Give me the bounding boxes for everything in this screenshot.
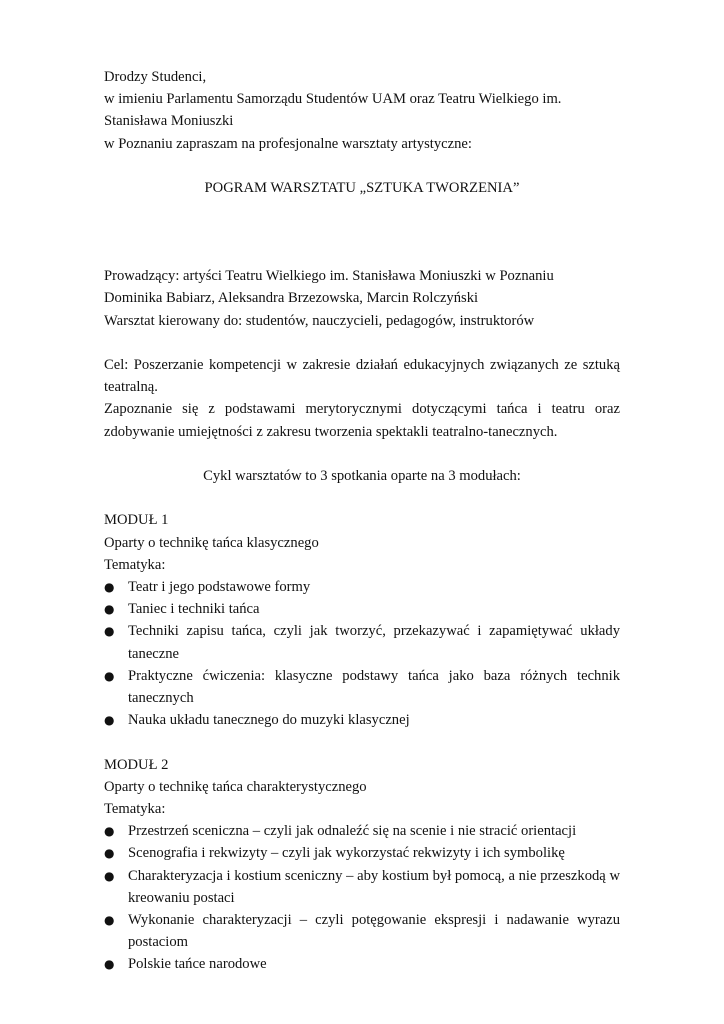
list-item-text: Wykonanie charakteryzacji – czyli potęgowanie ekspresji i nadawanie wyrazu postaciom xyxy=(128,912,620,951)
list-item xyxy=(104,865,620,909)
list-item xyxy=(104,665,620,709)
bullet-icon: ● xyxy=(104,713,115,728)
module-topics-label: Tematyka: xyxy=(104,556,166,573)
list-item xyxy=(104,576,620,598)
goal-paragraph: Cel: Poszerzanie kompetencji w zakresie działań edukacyjnych związanych ze sztuką teatralną. xyxy=(104,357,620,396)
greeting-line: w Poznaniu zapraszam na profesjonalne warsztaty artystyczne: xyxy=(104,135,472,152)
leader-names: Dominika Babiarz, Aleksandra Brzezowska, Marcin Rolczyński xyxy=(104,290,479,307)
list-item-text: Charakteryzacja i kostium sceniczny – aby kostium był pomocą, a nie przeszkodą w kreowaniu postaci xyxy=(128,867,620,906)
list-item xyxy=(104,820,620,842)
bullet-icon: ● xyxy=(104,913,115,928)
bullet-icon: ● xyxy=(104,602,115,617)
bullet-icon: ● xyxy=(104,868,115,883)
list-item xyxy=(104,598,620,620)
audience-line: Warsztat kierowany do: studentów, nauczycieli, pedagogów, instruktorów xyxy=(104,312,535,329)
bullet-icon: ● xyxy=(104,957,115,972)
bullet-icon: ● xyxy=(104,580,115,594)
greeting-line: Stanisława Moniuszki xyxy=(104,113,234,130)
module-subtitle: Oparty o technikę tańca charakterystycznego xyxy=(104,778,367,795)
module-heading: MODUŁ 1 xyxy=(104,512,169,529)
list-item xyxy=(104,909,620,953)
list-item xyxy=(104,620,620,664)
list-item xyxy=(104,709,620,731)
bullet-icon: ● xyxy=(104,846,115,861)
cycle-line: Cykl warsztatów to 3 spotkania oparte na 3 modułach: xyxy=(203,468,521,484)
program-title: POGRAM WARSZTATU „SZTUKA TWORZENIA” xyxy=(204,180,520,196)
list-item-text: Polskie tańce narodowe xyxy=(128,956,267,973)
list-item-text: Praktyczne ćwiczenia: klasyczne podstawy tańca jako baza różnych technik tanecznych xyxy=(128,667,620,707)
list-item xyxy=(104,842,620,864)
module-subtitle: Oparty o technikę tańca klasycznego xyxy=(104,534,319,551)
list-item-text: Scenografia i rekwizyty – czyli jak wykorzystać rekwizyty i ich symbolikę xyxy=(128,845,565,862)
module-topics-label: Tematyka: xyxy=(104,801,166,818)
greeting-line: Drodzy Studenci, xyxy=(104,69,207,85)
list-item xyxy=(104,953,620,975)
module-section xyxy=(104,754,620,976)
goal-paragraph: Zapoznanie się z podstawami merytorycznymi dotyczącymi tańca i teatru oraz zdobywanie umiejętności z zakresu tworzenia spektakli teatralno-tanecznych. xyxy=(104,401,620,440)
list-item-text: Techniki zapisu tańca, czyli jak tworzyć, przekazywać i zapamiętywać układy taneczne xyxy=(128,623,620,662)
topic-list xyxy=(104,820,620,975)
list-item-text: Nauka układu tanecznego do muzyki klasycznej xyxy=(128,712,410,729)
leaders-line: Prowadzący: artyści Teatru Wielkiego im. Stanisława Moniuszki w Poznaniu xyxy=(104,268,554,285)
topic-list xyxy=(104,576,620,731)
bullet-icon: ● xyxy=(104,824,115,839)
module-heading: MODUŁ 2 xyxy=(104,756,169,773)
bullet-icon: ● xyxy=(104,624,115,639)
greeting-line: w imieniu Parlamentu Samorządu Studentów UAM oraz Teatru Wielkiego im. xyxy=(104,91,562,108)
list-item-text: Przestrzeń sceniczna – czyli jak odnaleźć się na scenie i nie stracić orientacji xyxy=(128,823,577,840)
module-section xyxy=(104,509,620,731)
list-item-text: Teatr i jego podstawowe formy xyxy=(128,579,311,595)
bullet-icon: ● xyxy=(104,668,115,683)
list-item-text: Taniec i techniki tańca xyxy=(128,601,260,618)
